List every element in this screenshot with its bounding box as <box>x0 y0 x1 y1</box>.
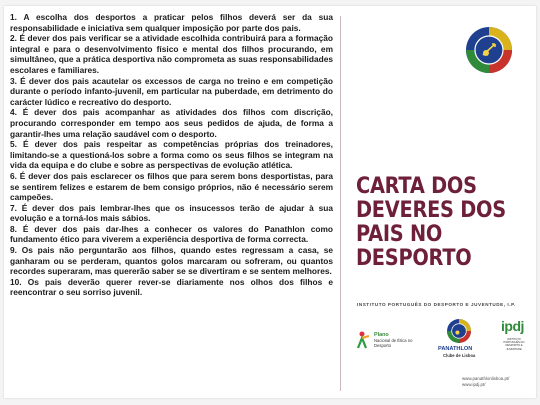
ipdj-logo: ipdj <box>501 318 524 334</box>
subtitle: INSTITUTO PORTUGUÊS DO DESPORTO E JUVENTUDE, I.P. <box>357 302 516 307</box>
urls <box>462 376 509 387</box>
duty-item: 10. Os pais deverão querer rever-se diariamente nos olhos dos filhos e reencontrar o seu sorriso juvenil. <box>10 276 333 298</box>
url-link[interactable]: www.panathlonlisboa.pt/ <box>462 376 510 381</box>
panathlon-emblem-icon <box>464 25 514 75</box>
page-title <box>356 174 507 270</box>
duty-item: 4. É dever dos pais acompanhar as atividades dos filhos com discrição, procurando corresponder em tempo aos seus pedidos de ajuda, de forma a garantir-lhes uma relação saudável com o desporto. <box>10 107 333 139</box>
card <box>4 6 536 398</box>
duty-item: 1. A escolha dos desportos a praticar pelos filhos deverá ser da sua responsabilidade e iniciativa sem qualquer imposição por parte dos pais. <box>10 12 333 33</box>
duty-item: 2. É dever dos pais verificar se a atividade escolhida contribuirá para a formação integral e para o desenvolvimento físico e mental dos filhos procurando, em simultâneo, que a prática desportiva não comprometa as suas responsabilidades escolares e familiares. <box>10 33 333 75</box>
panathlon-club: Clube de Lisboa <box>443 353 476 358</box>
pned-line1: Plano <box>374 332 389 338</box>
duties-list <box>10 12 333 392</box>
title-line: DEVERES DOS <box>356 197 506 223</box>
title-line: PAIS NO <box>356 221 443 247</box>
url-link[interactable]: www.ipdj.pt/ <box>462 381 486 387</box>
duty-item: 3. É dever dos pais acautelar os excessos de carga no treino e em competição durante o período infanto-juvenil, em particular na puberdade, em detrimento do carácter lúdico e recreativo do desporto. <box>10 75 333 107</box>
duty-item: 5. É dever dos pais respeitar as competências próprias dos treinadores, limitando-se a questioná-los sobre a forma como os seus filhos se integram na vida da equipa e do clube e sobre as perspectivas de evolução atlética. <box>10 139 333 171</box>
pned-logo-icon <box>356 330 372 350</box>
panathlon-club-logo-icon <box>446 318 472 344</box>
title-line: DESPORTO <box>356 245 472 271</box>
pned-line2: Nacional de Ética no <box>374 338 413 343</box>
duty-item: 6. É dever dos pais esclarecer os filhos que para serem bons desportistas, para se sentirem felizes e estarem de bem consigo próprios, não é necessário serem campeões. <box>10 170 333 203</box>
logos-row <box>354 316 534 376</box>
title-line: CARTA DOS <box>356 173 477 199</box>
duty-item: 7. É dever dos pais lembrar-lhes que os insucessos terão de ajudar à sua evolução e a torná-los mais sábios. <box>10 202 333 224</box>
pned-line3: Desporto <box>374 343 391 348</box>
panathlon-name: PANATHLON <box>438 346 473 352</box>
duty-item: 9. Os pais não perguntarão aos filhos, quando estes regressam a casa, se ganharam ou se perderam, quantos golos marcaram ou sofreram, ou quantos recordes superaram, mas quererão saber se se divertiram e se sentem melhores. <box>10 245 333 277</box>
ipdj-caption: INSTITUTO PORTUGUÊS DO DESPORTO E JUVENTUDE <box>503 338 525 351</box>
duty-item: 8. É dever dos pais dar-lhes a conhecer os valores do Panathlon como fundamento ético para viverem a experiência desportiva de forma correcta. <box>10 223 333 245</box>
column-divider <box>340 16 341 391</box>
